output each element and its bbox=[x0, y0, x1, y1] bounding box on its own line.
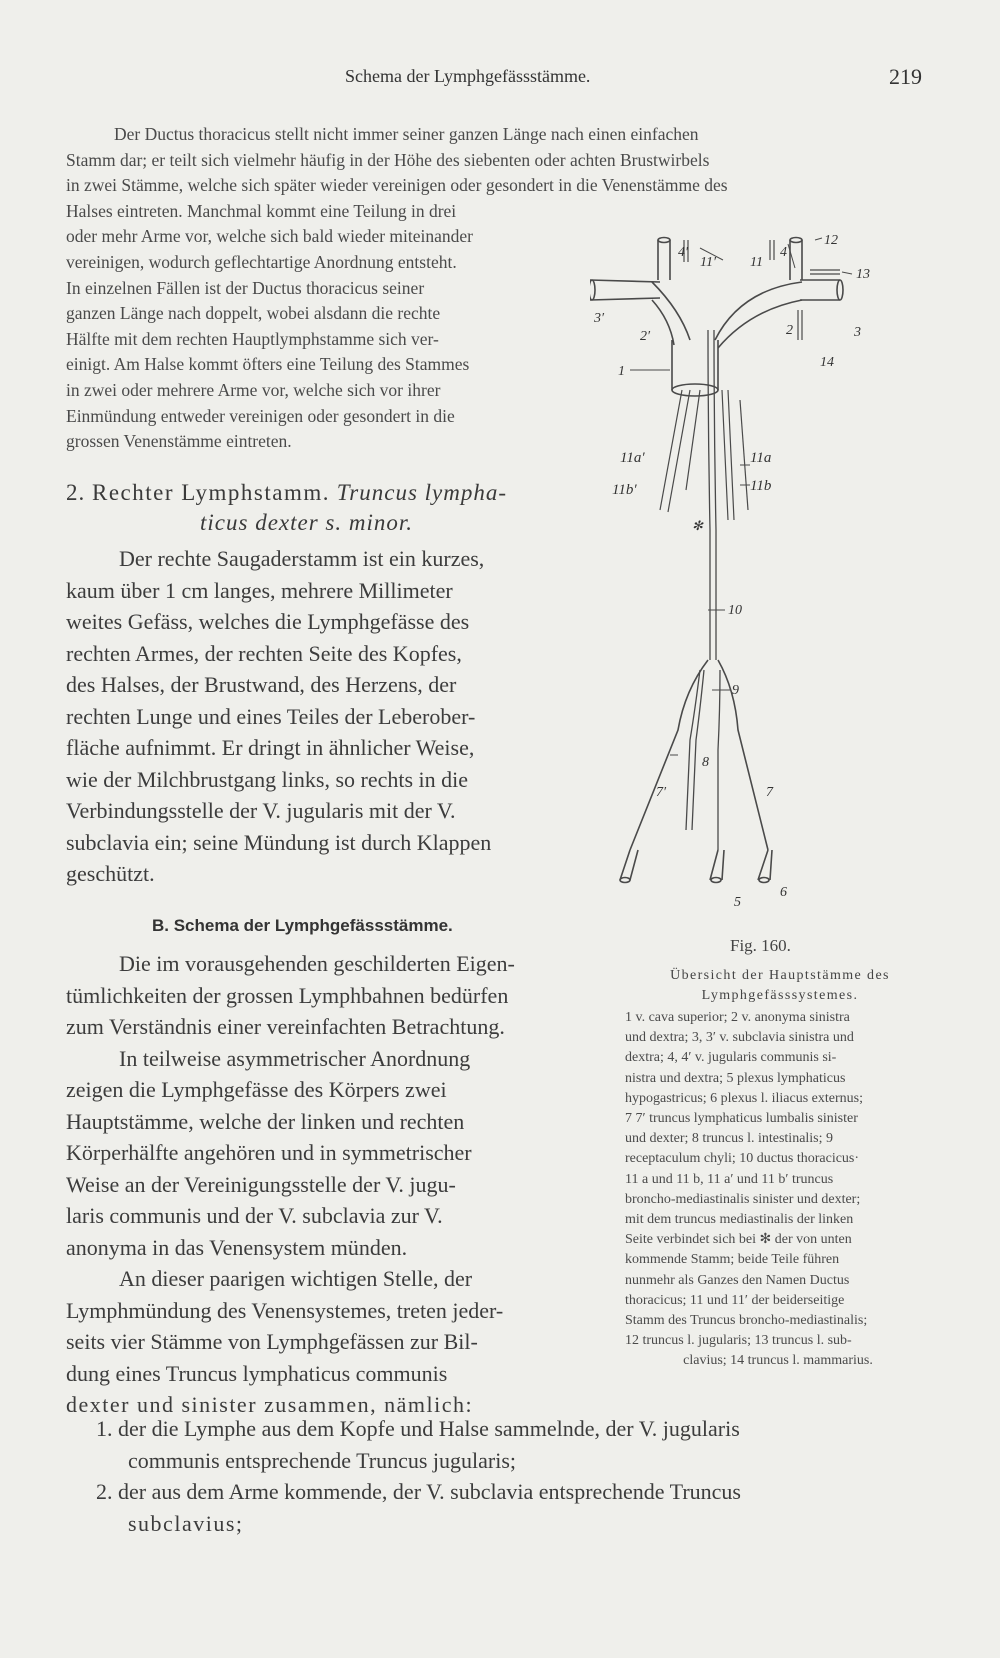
text-line: des Halses, der Brustwand, des Herzens, der bbox=[66, 672, 457, 697]
figure-title-line: Übersicht der Hauptstämme des bbox=[670, 968, 890, 983]
text-line: Körperhälfte angehören und in symmetrischer bbox=[66, 1140, 472, 1165]
text-line: An dieser paarigen wichtigen Stelle, der bbox=[119, 1266, 473, 1291]
figure-label-11b: 11b bbox=[750, 478, 772, 494]
figure-label-11bp: 11b′ bbox=[612, 482, 637, 498]
figure-label-11p: 11′ bbox=[700, 255, 717, 270]
caption-line: 11 a und 11 b, 11 a′ und 11 b′ truncus bbox=[625, 1171, 834, 1187]
section-latin-2: ticus dexter s. minor. bbox=[200, 510, 414, 535]
text-line: Verbindungsstelle der V. jugularis mit der V. bbox=[66, 798, 456, 823]
caption-line: kommende Stamm; beide Teile führen bbox=[625, 1252, 840, 1268]
caption-line: 7 7′ truncus lymphaticus lumbalis sinister bbox=[625, 1111, 858, 1127]
figure-label-11ap: 11a′ bbox=[620, 450, 645, 466]
figure-caption bbox=[625, 1008, 931, 1372]
text-line: ganzen Länge nach doppelt, wobei alsdann die rechte bbox=[66, 303, 441, 324]
text-line: Lymphmündung des Venensystemes, treten jeder- bbox=[66, 1297, 504, 1323]
text-line: subclavia ein; seine Mündung ist durch Klappen bbox=[66, 829, 492, 855]
text-line: dexter und sinister zusammen, nämlich: bbox=[66, 1392, 474, 1417]
figure-label-4: 4 bbox=[780, 245, 787, 260]
figure-label-11a: 11a bbox=[750, 450, 772, 466]
caption-line: nunmehr als Ganzes den Namen Ductus bbox=[625, 1272, 850, 1288]
figure-label-7p: 7′ bbox=[656, 785, 667, 800]
text-line: vereinigen, wodurch geflechtartige Anordnung entsteht. bbox=[66, 251, 457, 272]
section-title: Rechter Lymphstamm. bbox=[92, 480, 331, 505]
page-number: 219 bbox=[889, 64, 922, 89]
figure-label-2p: 2′ bbox=[640, 329, 651, 344]
text-line: anonyma in das Venensystem münden. bbox=[66, 1234, 408, 1260]
text-line: Stamm dar; er teilt sich vielmehr häufig in der Höhe des siebenten oder achten Brustwirbels bbox=[66, 149, 710, 170]
caption-line: 12 truncus l. jugularis; 13 truncus l. sub- bbox=[625, 1333, 852, 1349]
list-item: 2. der aus dem Arme kommende, der V. subclavia entsprechende Truncus bbox=[96, 1479, 741, 1504]
list-item-continuation: communis entsprechende Truncus jugularis; bbox=[128, 1447, 517, 1473]
figure-label-3: 3 bbox=[854, 325, 861, 340]
caption-line: und dextra; 3, 3′ v. subclavia sinistra und bbox=[625, 1030, 854, 1046]
figure-label-14: 14 bbox=[820, 355, 834, 370]
section-heading-schema: B. Schema der Lymphgefässstämme. bbox=[152, 916, 453, 935]
text-line: in zwei Stämme, welche sich später wieder vereinigen oder gesondert in die Venenstämme des bbox=[66, 175, 728, 196]
text-line: Der rechte Saugaderstamm ist ein kurzes, bbox=[119, 546, 485, 571]
caption-line: receptaculum chyli; 10 ductus thoracicus· bbox=[625, 1151, 860, 1167]
caption-line: hypogastricus; 6 plexus l. iliacus externus; bbox=[625, 1090, 863, 1106]
caption-line: dextra; 4, 4′ v. jugularis communis si- bbox=[625, 1050, 837, 1066]
list-item: 1. der die Lymphe aus dem Kopfe und Halse sammelnde, der V. jugularis bbox=[96, 1416, 740, 1441]
text-line: In einzelnen Fällen ist der Ductus thoracicus seiner bbox=[66, 277, 425, 298]
section-latin-1: Truncus lympha- bbox=[336, 480, 508, 505]
running-header: Schema der Lymphgefässstämme. bbox=[345, 66, 591, 86]
caption-line: nistra und dextra; 5 plexus lymphaticus bbox=[625, 1070, 846, 1086]
figure-label-10: 10 bbox=[728, 603, 742, 618]
text-line: zeigen die Lymphgefässe des Körpers zwei bbox=[66, 1077, 447, 1102]
figure-label-13: 13 bbox=[856, 267, 870, 282]
numbered-list bbox=[96, 1413, 936, 1539]
text-line: wie der Milchbrustgang links, so rechts in die bbox=[66, 766, 469, 792]
text-line: Hauptstämme, welche der linken und rechten bbox=[66, 1108, 465, 1134]
text-line: oder mehr Arme vor, welche sich bald wieder miteinander bbox=[66, 226, 473, 247]
figure-label-2: 2 bbox=[786, 323, 793, 338]
text-line: Weise an der Vereinigungsstelle der V. jugu- bbox=[66, 1171, 456, 1197]
text-line: rechten Lunge und eines Teiles der Leberober- bbox=[66, 703, 476, 729]
text-line: weites Gefäss, welches die Lymphgefässe des bbox=[66, 609, 470, 634]
figure-title bbox=[622, 966, 938, 1006]
figure-illustration bbox=[590, 230, 930, 920]
text-line: geschützt. bbox=[66, 861, 155, 886]
text-line: grossen Venenstämme eintreten. bbox=[66, 431, 292, 452]
text-line: in zwei oder mehrere Arme vor, welche sich vor ihrer bbox=[66, 379, 441, 400]
text-line: Der Ductus thoracicus stellt nicht immer seiner ganzen Länge nach einen einfachen bbox=[114, 124, 699, 144]
list-item-continuation: subclavius; bbox=[128, 1510, 244, 1536]
caption-line: und dexter; 8 truncus l. intestinalis; 9 bbox=[625, 1131, 834, 1147]
section-number: 2. bbox=[66, 480, 86, 505]
figure-title-line: Lymphgefässsystemes. bbox=[701, 988, 859, 1003]
text-line: zum Verständnis einer vereinfachten Betrachtung. bbox=[66, 1014, 505, 1039]
text-line: einigt. Am Halse kommt öfters eine Teilung des Stammes bbox=[66, 354, 470, 375]
text-line: tümlichkeiten der grossen Lymphbahnen bedürfen bbox=[66, 982, 509, 1008]
caption-line: thoracicus; 11 und 11′ der beiderseitige bbox=[625, 1292, 845, 1308]
figure-label-star: ✻ bbox=[692, 518, 703, 533]
figure-label-11: 11 bbox=[750, 255, 763, 270]
figure-label-6: 6 bbox=[780, 885, 787, 900]
caption-line: Seite verbindet sich bei ✻ der von unten bbox=[625, 1232, 852, 1248]
text-line: Halses eintreten. Manchmal kommt eine Teilung in drei bbox=[66, 200, 457, 221]
figure-label-1: 1 bbox=[618, 364, 625, 379]
caption-line: clavius; 14 truncus l. mammarius. bbox=[683, 1353, 873, 1369]
caption-line: mit dem truncus mediastinalis der linken bbox=[625, 1212, 854, 1228]
figure-label-5: 5 bbox=[734, 895, 741, 910]
text-line: In teilweise asymmetrischer Anordnung bbox=[119, 1045, 471, 1071]
text-line: kaum über 1 cm langes, mehrere Millimeter bbox=[66, 577, 453, 603]
text-line: fläche aufnimmt. Er dringt in ähnlicher Weise, bbox=[66, 735, 475, 760]
figure-label-7: 7 bbox=[766, 785, 773, 800]
text-line: rechten Armes, der rechten Seite des Kopfes, bbox=[66, 640, 462, 666]
caption-line: Stamm des Truncus broncho-mediastinalis; bbox=[625, 1313, 868, 1329]
figure-label-3p: 3′ bbox=[594, 311, 605, 326]
text-line: Die im vorausgehenden geschilderten Eigen- bbox=[119, 951, 515, 976]
caption-line: 1 v. cava superior; 2 v. anonyma sinistra bbox=[625, 1010, 850, 1025]
figure-label-4p: 4′ bbox=[678, 245, 689, 260]
figure-number: Fig. 160. bbox=[730, 936, 791, 955]
text-line: dung eines Truncus lymphaticus communis bbox=[66, 1360, 448, 1386]
text-line: seits vier Stämme von Lymphgefässen zur Bil- bbox=[66, 1329, 478, 1354]
figure-label-8: 8 bbox=[702, 755, 709, 770]
text-line: Hälfte mit dem rechten Hauptlymphstamme sich ver- bbox=[66, 328, 439, 349]
paragraph-rechter-saugaderstamm bbox=[66, 543, 596, 890]
figure-label-12: 12 bbox=[824, 233, 838, 248]
text-line: Einmündung entweder vereinigen oder gesondert in die bbox=[66, 405, 455, 426]
section-heading-rechter-lymphstamm bbox=[66, 480, 606, 536]
figure-label-9: 9 bbox=[732, 683, 739, 698]
text-line: laris communis und der V. subclavia zur V. bbox=[66, 1203, 443, 1228]
caption-line: broncho-mediastinalis sinister und dexter; bbox=[625, 1191, 861, 1207]
paragraph-schema bbox=[66, 948, 596, 1421]
